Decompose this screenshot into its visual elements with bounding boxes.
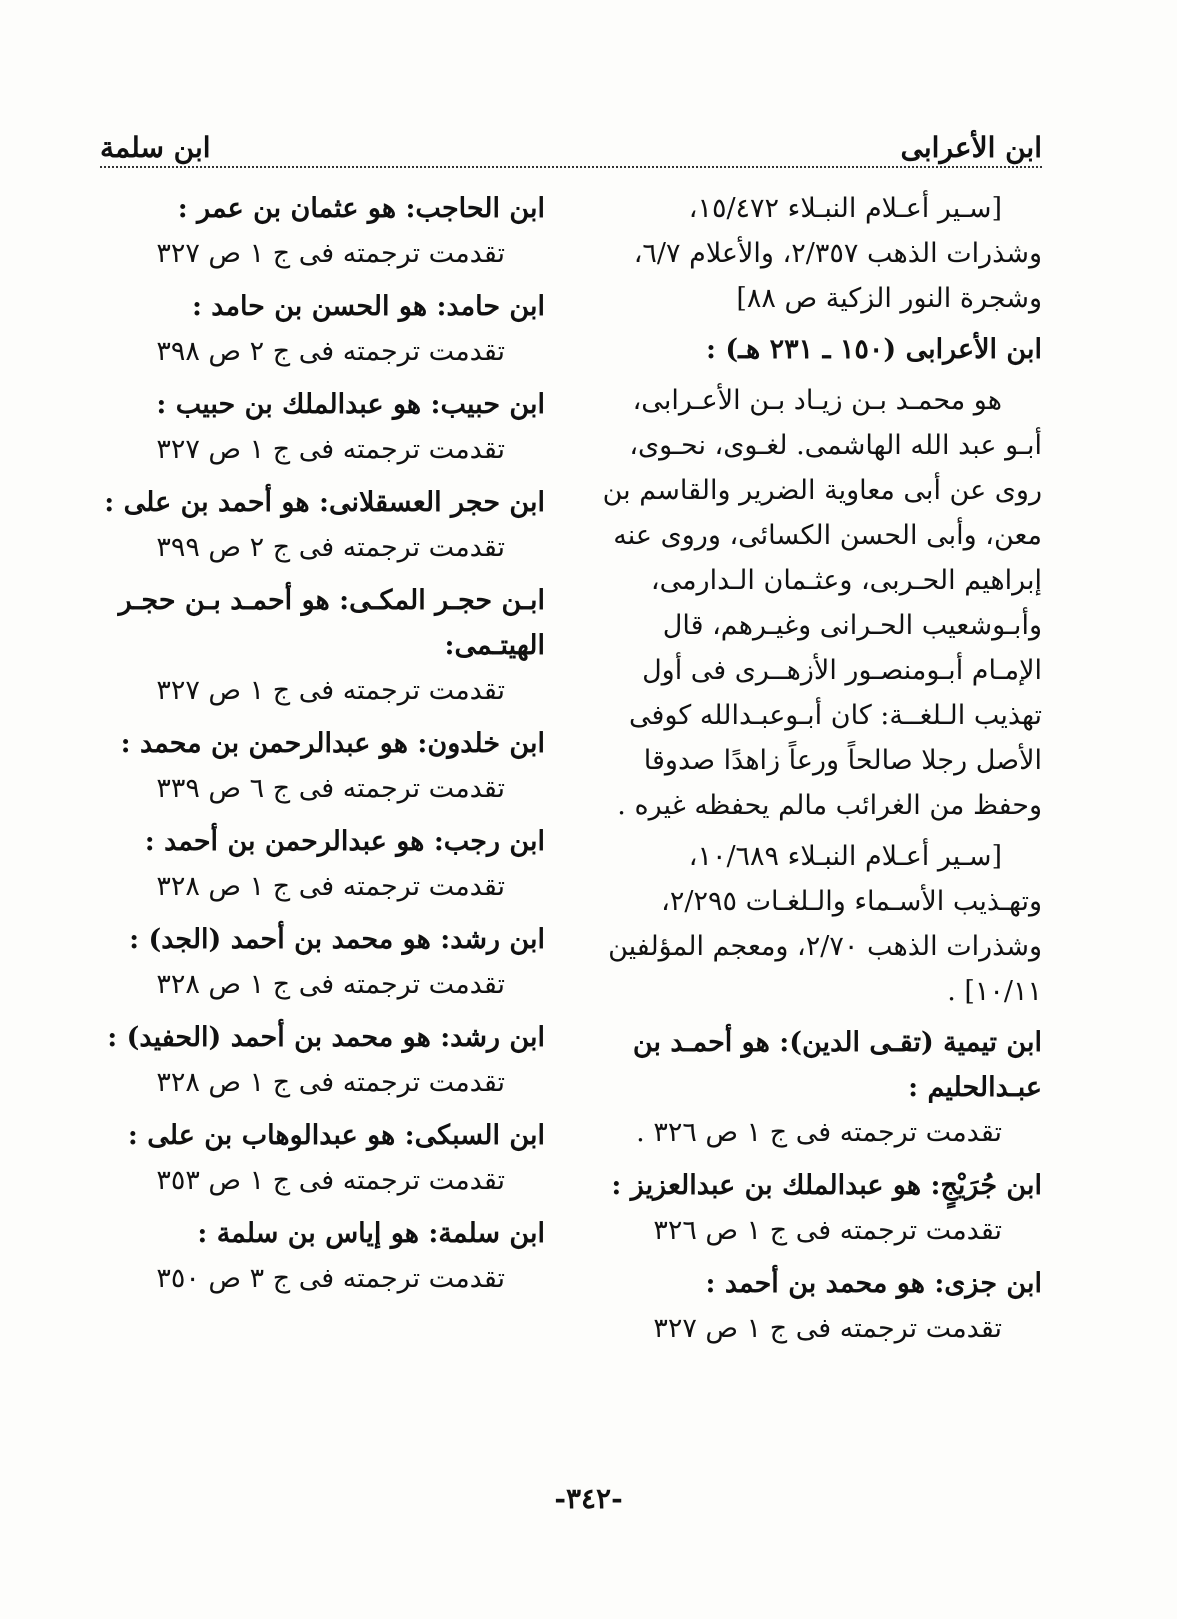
header-right-title: ابن الأعرابى: [900, 131, 1042, 164]
left-column: [100, 186, 545, 1309]
entry-reference: تقدمت ترجمته فى ج ٢ ص ٣٩٨: [156, 336, 505, 367]
index-entry: [100, 917, 545, 1007]
entry-reference: تقدمت ترجمته فى ج ١ ص ٣٢٦: [653, 1215, 1002, 1246]
entry-heading: ابن سلمة: هو إياس بن سلمة :: [197, 1218, 545, 1249]
sources-paragraph: [سـير أعـلام النبـلاء ١٠/٦٨٩، وتهـذيب الأسـماء والـلغـات ٢/٢٩٥، وشذرات الذهب ٢/٧٠، ومعجم المؤلفين ١٠/١١] .: [608, 841, 1042, 1007]
index-entry: [100, 382, 545, 472]
entry-reference: تقدمت ترجمته فى ج ١ ص ٣٢٦ .: [636, 1117, 1002, 1148]
entry-reference: تقدمت ترجمته فى ج ١ ص ٣٢٧: [156, 434, 505, 465]
entry-heading: ابن رشد: هو محمد بن أحمد (الجد) :: [129, 924, 545, 955]
entry-heading: ابن جزى: هو محمد بن أحمد :: [705, 1268, 1042, 1299]
sources-paragraph: [سـير أعـلام النبـلاء ١٥/٤٧٢، وشذرات الذهب ٢/٣٥٧، والأعلام ٦/٧، وشجرة النور الزكية ص ٨٨]: [633, 193, 1042, 314]
index-entry: [600, 1261, 1042, 1351]
page-number: -٣٤٢-: [554, 1482, 623, 1515]
running-header: [100, 118, 1042, 164]
index-entry: [600, 1020, 1042, 1155]
entry-heading: ابن حجر العسقلانى: هو أحمد بن على :: [104, 487, 545, 518]
header-left-title: ابن سلمة: [100, 131, 211, 164]
index-entry: [100, 578, 545, 713]
header-divider: [100, 166, 1042, 168]
entry-heading: ابن الأعرابى (١٥٠ ـ ٢٣١ هـ) :: [705, 334, 1042, 365]
entry-heading: ابن حبيب: هو عبدالملك بن حبيب :: [156, 389, 545, 420]
index-entry: [600, 1163, 1042, 1253]
index-entry: [100, 1211, 545, 1301]
index-entry: [100, 819, 545, 909]
entry-heading: ابن خلدون: هو عبدالرحمن بن محمد :: [120, 728, 545, 759]
entry-heading: ابن حامد: هو الحسن بن حامد :: [191, 291, 545, 322]
entry-heading: ابن تيمية (تقـى الدين): هو أحمـد بن عبـدالحليم :: [632, 1027, 1042, 1103]
entry-reference: تقدمت ترجمته فى ج ١ ص ٣٢٨: [156, 871, 505, 902]
index-entry: [100, 1113, 545, 1203]
index-entry: [100, 284, 545, 374]
entry-heading: ابن رجب: هو عبدالرحمن بن أحمد :: [144, 826, 545, 857]
entry-reference: تقدمت ترجمته فى ج ١ ص ٣٢٨: [156, 969, 505, 1000]
entry-reference: تقدمت ترجمته فى ج ١ ص ٣٥٣: [156, 1165, 505, 1196]
entry-reference: تقدمت ترجمته فى ج ٦ ص ٣٣٩: [156, 773, 505, 804]
index-entry: [100, 721, 545, 811]
right-column: [600, 186, 1042, 1359]
entry-reference: تقدمت ترجمته فى ج ١ ص ٣٢٨: [156, 1067, 505, 1098]
entry-heading: ابن جُرَيْجٍ: هو عبدالملك بن عبدالعزيز :: [611, 1170, 1042, 1201]
entry-reference: تقدمت ترجمته فى ج ٢ ص ٣٩٩: [156, 532, 505, 563]
entry-reference: تقدمت ترجمته فى ج ٣ ص ٣٥٠: [156, 1263, 505, 1294]
index-entry: [100, 1015, 545, 1105]
index-entry: [100, 480, 545, 570]
entry-heading: ابن السبكى: هو عبدالوهاب بن على :: [127, 1120, 545, 1151]
biography-paragraph: هو محمـد بـن زيـاد بـن الأعـرابى، أبـو عبد الله الهاشمى. لغـوى، نحـوى، روى عن أبى معاوية الضرير والقاسم بن معن، وأبى الحسن الكسائى، وروى عنه إبراهيم الحـربى، وعثـمان الـدارمى، وأبـوشعيب الحـرانى وغيـرهم، قال الإمـام أبـومنصـور الأزهــرى فى أول تهذيب الـلغــة: كان أبـوعبـدالله كوفى الأصل رجلا صالحاً ورعاً زاهدًا صدوقا وحفظ من الغرائب مالم يحفظه غيره .: [602, 385, 1042, 821]
index-entry: [100, 186, 545, 276]
entry-reference: تقدمت ترجمته فى ج ١ ص ٣٢٧: [156, 238, 505, 269]
entry-heading: ابـن حجـر المكـى: هو أحمـد بـن حجـر الهيتـمى:: [118, 585, 545, 661]
entry-reference: تقدمت ترجمته فى ج ١ ص ٣٢٧: [156, 675, 505, 706]
entry-heading: ابن رشد: هو محمد بن أحمد (الحفيد) :: [107, 1022, 545, 1053]
entry-heading: ابن الحاجب: هو عثمان بن عمر :: [177, 193, 545, 224]
entry-reference: تقدمت ترجمته فى ج ١ ص ٣٢٧: [653, 1313, 1002, 1344]
